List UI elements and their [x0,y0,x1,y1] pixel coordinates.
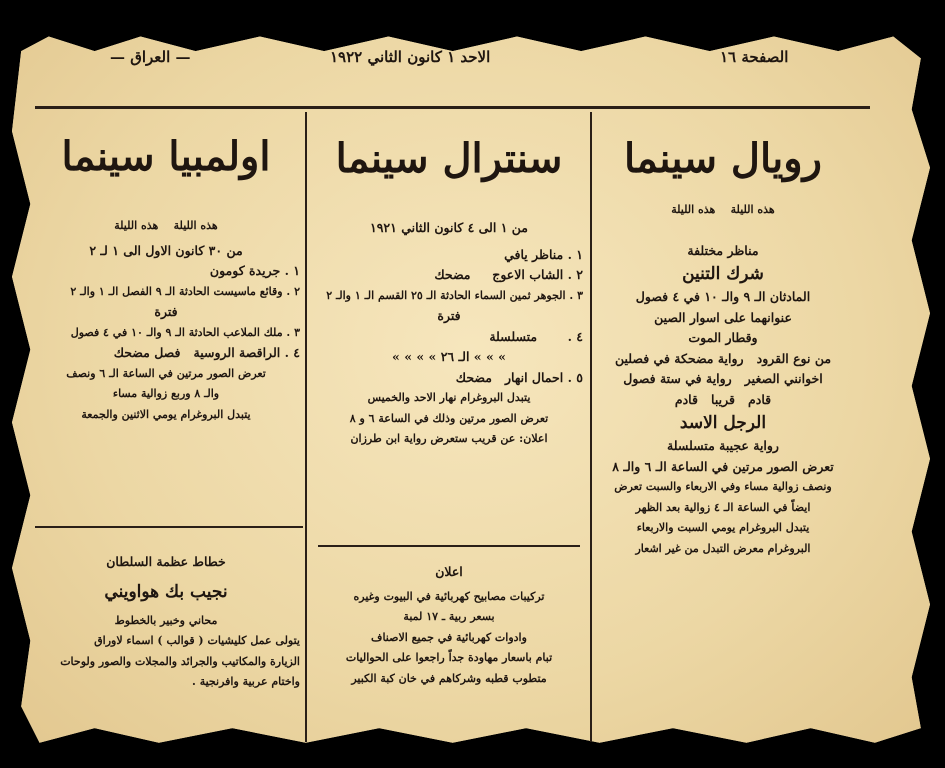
royal-line: قادم ‎ ‎ قريبا ‎ ‎ قادم [674,391,772,407]
calligrapher-line: محاني وخبير بالخطوط [114,613,218,627]
royal-line: الرجل الاسد [679,413,767,433]
ad-line: تركيبات مصابيح كهربائية في البيوت وغيره [353,589,545,603]
ad-heading: اعلان [435,564,463,579]
calligrapher-line: يتولى عمل كليشيات ( قوالب ) اسماء لاوراق [94,634,300,647]
central-line: ١ . مناظر يافي [504,246,583,262]
calligrapher-line: واختام عربية وافرنجية . [192,675,300,688]
central-line: ٤ . ‎ ‎ ‎ ‎ ‎ ‎ متسلسلة [489,328,583,344]
royal-line: اخوانني الصغير ‎ ‎ رواية في ستة فصول [623,371,823,386]
central-cinema-column [315,130,583,450]
royal-line: البروغرام معرض التبدل من غير اشعار [635,541,811,555]
royal-line: مناظر مختلفة [687,242,759,258]
header-rule [35,106,870,109]
paper-name: — العراق — [110,48,191,66]
central-cinema-title: سنترال سينما [335,135,563,182]
royal-line: ايضاً في الساعة الـ ٤ زوالية بعد الظهر [635,500,811,514]
column-divider-right [590,112,592,742]
olympia-line: ٣ . ملك الملاعب الحادثة الـ ٩ والـ ١٠ في ٤ فصول [70,325,300,339]
central-line: يتبدل البروغرام نهار الاحد والخميس [367,391,531,404]
issue-date: الاحد ١ كانون الثاني ١٩٢٢ [330,48,491,66]
central-line: ٥ . احمال انهار ‎ ‎ مضحك [455,369,583,385]
ad-line: وادوات كهربائية في جميع الاصناف [371,630,527,644]
olympia-line: والـ ٨ وربع زوالية مساء [112,387,220,400]
calligrapher-line: الزيارة والمكاتيب والجرائد والمجلات والصور ولوحات [60,654,300,668]
olympia-line: تعرض الصور مرتين في الساعة الـ ٦ ونصف [66,366,266,380]
ad-line: متطوب قطبه وشركاهم في خان كبة الكبير [351,671,547,685]
royal-line: من نوع القرود ‎ ‎ رواية مضحكة في فصلين [614,350,832,366]
olympia-cinema-title: اولمبيا سينما [61,133,271,180]
ad-line: بسعر ربية ـ ١٧ لمبة [403,610,495,623]
royal-line: شرك التنين [682,264,764,284]
olympia-line: ٤ . الراقصة الروسية ‎ ‎ فصل مضحك [113,345,300,360]
central-line: ٣ . الجوهر ثمين السماء الحادثة الـ ٢٥ القسم الـ ١ والـ ٢ [326,288,583,302]
royal-cinema-column [598,130,848,559]
central-line: » » » الـ ٢٦ » » » » [392,349,506,364]
central-line: فترة [437,308,461,323]
central-dates: من ١ الى ٤ كانون الثاني ١٩٢١ [370,220,528,235]
royal-cinema-title: رويال سينما [624,135,822,182]
royal-line: وقطار الموت [688,330,758,345]
olympia-line: ٢ . وقائع ماسيست الحادثة الـ ٩ الفصل الـ ١ والـ ٢ [70,284,300,298]
olympia-line: من ٣٠ كانون الاول الى ١ لـ ٢ [89,242,243,258]
calligrapher-ad [32,552,300,693]
olympia-cinema-column [32,128,300,425]
electric-ad [315,562,583,689]
royal-line: يتبدل البروغرام يومي السبت والاربعاء [636,521,810,534]
central-line: ٢ . الشاب الاعوج ‎ ‎ ‎ ‎ مضحك [434,267,583,282]
ad-line: تبام باسعار مهاودة جداً راجعوا على الحواليات [345,651,553,664]
column-divider-left [305,112,307,742]
page-number: الصفحة ١٦ [720,48,789,66]
calligrapher-heading: خطاط عظمة السلطان [106,554,226,569]
royal-line: عنوانهما على اسوار الصين [654,309,792,325]
olympia-line: فترة [154,304,178,319]
olympia-line: ١ . جريدة كومون [209,263,300,278]
central-line: تعرض الصور مرتين وذلك في الساعة ٦ و ٨ [349,411,549,425]
olympia-tonight: هذه الليلة ‎ ‎ ‎ هذه الليلة [114,219,218,232]
olympia-line: يتبدل البروغرام يومي الاثنين والجمعة [81,407,251,421]
royal-line: رواية عجيبة متسلسلة [667,438,779,453]
royal-line: تعرض الصور مرتين في الساعة الـ ٦ والـ ٨ [612,458,834,474]
central-bottom-rule [318,545,580,547]
calligrapher-name: نجيب بك هواويني [104,581,228,602]
royal-tonight: هذه الليلة ‎ ‎ ‎ هذه الليلة [671,203,775,216]
central-line: اعلان: عن قريب ستعرض رواية ابن طرزان [350,432,548,445]
royal-line: المادثان الـ ٩ والـ ١٠ في ٤ فصول [635,289,811,304]
olympia-bottom-rule [35,526,303,528]
royal-line: ونصف زوالية مساء وفي الاربعاء والسبت تعرض [614,480,832,493]
